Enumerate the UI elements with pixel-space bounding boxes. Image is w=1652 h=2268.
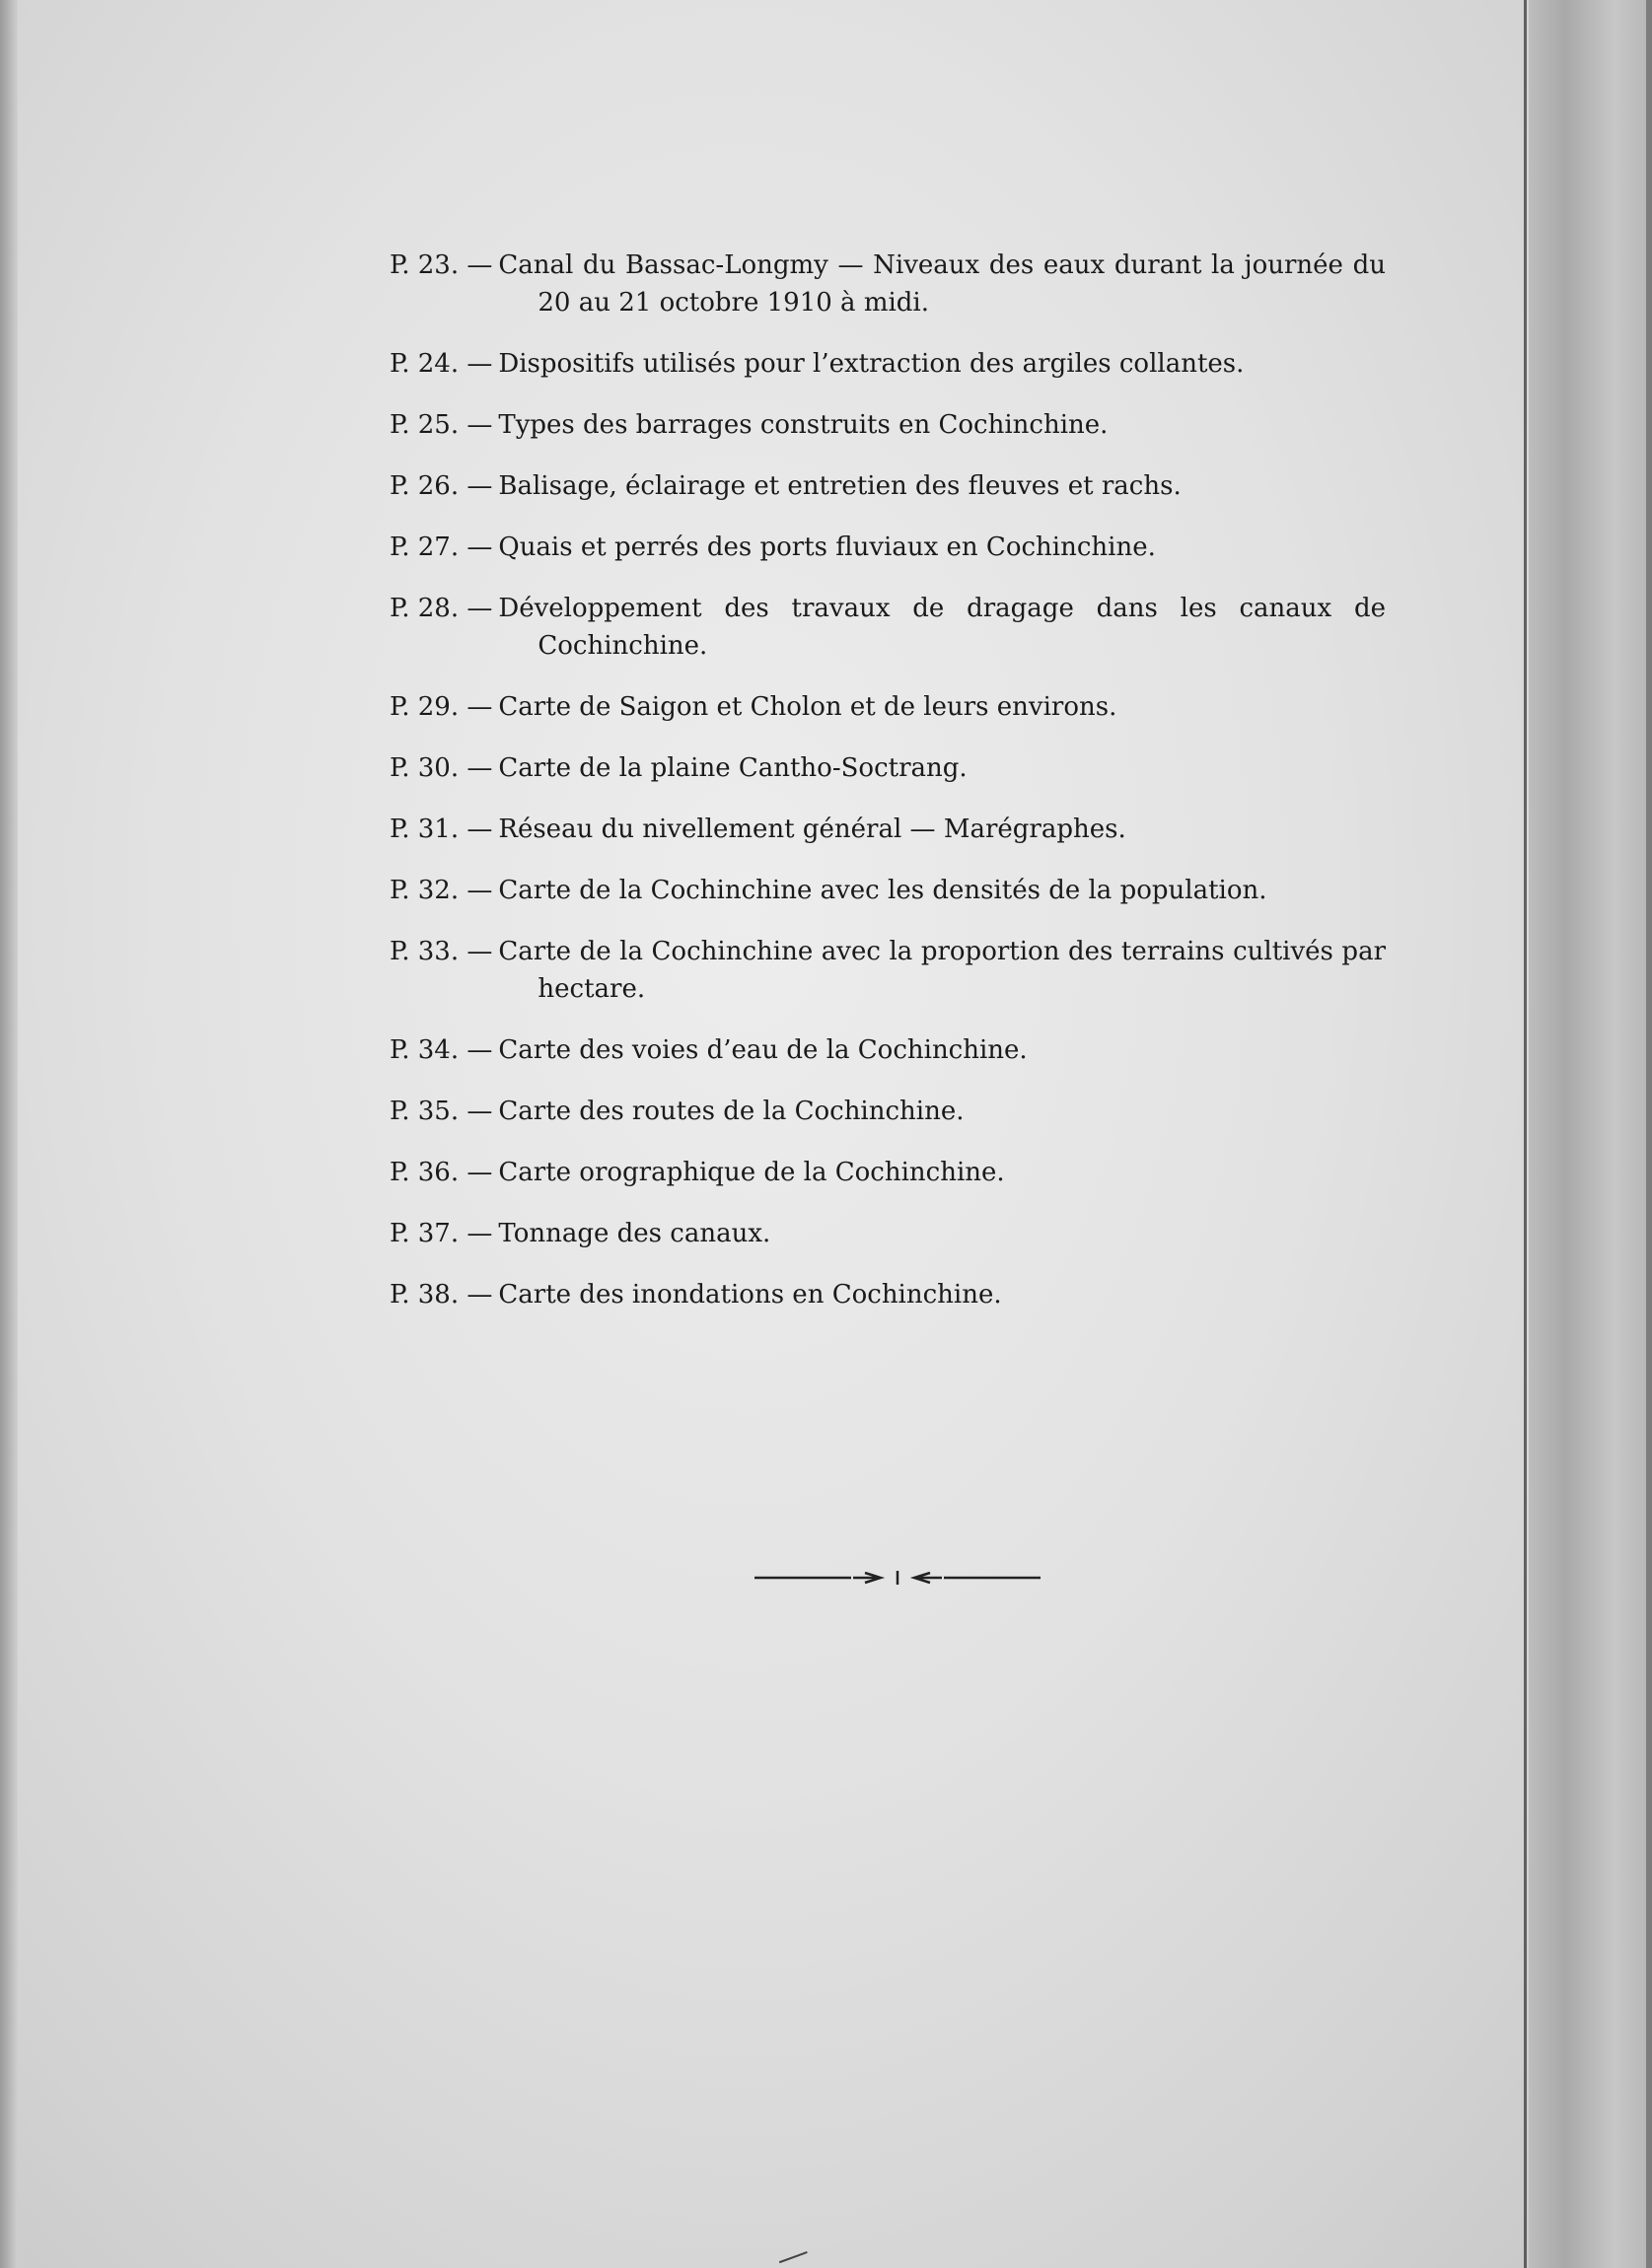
plate-number: P. 25. — (390, 410, 493, 440)
list-item (390, 749, 1386, 787)
plate-title-line: Tonnage des canaux. (498, 1219, 771, 1248)
plate-title-line: Carte de Saigon et Cholon et de leurs environs. (498, 692, 1117, 722)
list-item (390, 1215, 1386, 1252)
plate-title (498, 467, 1386, 505)
list-item (390, 467, 1386, 505)
plate-title-line: Types des barrages construits en Cochinchine. (498, 410, 1109, 440)
plate-title (498, 933, 1386, 1008)
plate-title-line: Carte de la Cochinchine avec les densités de la population. (498, 876, 1267, 905)
plate-title (498, 1276, 1386, 1313)
list-item (390, 590, 1386, 665)
plate-title-continuation: Cochinchine. (538, 631, 708, 661)
plate-number: P. 29. — (390, 692, 493, 722)
plate-number: P. 24. — (390, 349, 493, 379)
plate-title (498, 247, 1386, 321)
plate-list (390, 247, 1386, 1337)
plate-number: P. 30. — (390, 753, 493, 783)
plate-title-line: Carte des voies d’eau de la Cochinchine. (498, 1035, 1028, 1065)
ornament-divider-icon (754, 1566, 1041, 1590)
plate-title (498, 345, 1386, 383)
plate-title (498, 1031, 1386, 1069)
right-page-fold (1529, 0, 1652, 2268)
plate-number: P. 38. — (390, 1280, 493, 1310)
plate-title-line: Carte orographique de la Cochinchine. (498, 1158, 1005, 1187)
plate-title (498, 1154, 1386, 1191)
list-item (390, 688, 1386, 726)
list-item (390, 406, 1386, 444)
plate-number: P. 27. — (390, 532, 493, 562)
plate-title-line: Balisage, éclairage et entretien des fleuves et rachs. (498, 471, 1182, 501)
plate-title-line: Développement des travaux de dragage dans les canaux de (498, 594, 1386, 623)
plate-title (498, 406, 1386, 444)
list-item (390, 1154, 1386, 1191)
fold-line (1524, 0, 1527, 2268)
right-page-edge (1646, 0, 1652, 2268)
list-item (390, 811, 1386, 848)
plate-number: P. 31. — (390, 815, 493, 844)
plate-title-line: Réseau du nivellement général — Marégraphes. (498, 815, 1126, 844)
plate-number: P. 35. — (390, 1097, 493, 1126)
plate-title (498, 590, 1386, 665)
plate-number: P. 26. — (390, 471, 493, 501)
plate-title (498, 688, 1386, 726)
plate-number: P. 32. — (390, 876, 493, 905)
list-item (390, 345, 1386, 383)
plate-number: P. 36. — (390, 1158, 493, 1187)
plate-title (498, 872, 1386, 909)
list-item (390, 872, 1386, 909)
plate-title-line: Carte de la Cochinchine avec la proportion des terrains cultivés par (498, 937, 1386, 966)
plate-title (498, 1093, 1386, 1130)
plate-title (498, 1215, 1386, 1252)
plate-title-line: Carte de la plaine Cantho-Soctrang. (498, 753, 968, 783)
list-item (390, 933, 1386, 1008)
plate-title (498, 749, 1386, 787)
plate-number: P. 28. — (390, 594, 493, 623)
list-item (390, 1093, 1386, 1130)
list-item (390, 247, 1386, 321)
plate-number: P. 34. — (390, 1035, 493, 1065)
plate-title-line: Quais et perrés des ports fluviaux en Cochinchine. (498, 532, 1156, 562)
plate-title-line: Carte des inondations en Cochinchine. (498, 1280, 1002, 1310)
plate-title (498, 811, 1386, 848)
plate-title-line: Dispositifs utilisés pour l’extraction des argiles collantes. (498, 349, 1245, 379)
plate-title-line: Canal du Bassac-Longmy — Niveaux des eaux durant la journée du (498, 250, 1386, 280)
plate-title-continuation: 20 au 21 octobre 1910 à midi. (538, 288, 930, 318)
plate-title-line: Carte des routes de la Cochinchine. (498, 1097, 965, 1126)
plate-title (498, 529, 1386, 566)
left-page-shadow (0, 0, 18, 2268)
list-item (390, 1276, 1386, 1313)
list-item (390, 529, 1386, 566)
plate-title-continuation: hectare. (538, 974, 646, 1004)
list-item (390, 1031, 1386, 1069)
plate-number: P. 23. — (390, 250, 493, 280)
plate-number: P. 37. — (390, 1219, 493, 1248)
plate-number: P. 33. — (390, 937, 493, 966)
